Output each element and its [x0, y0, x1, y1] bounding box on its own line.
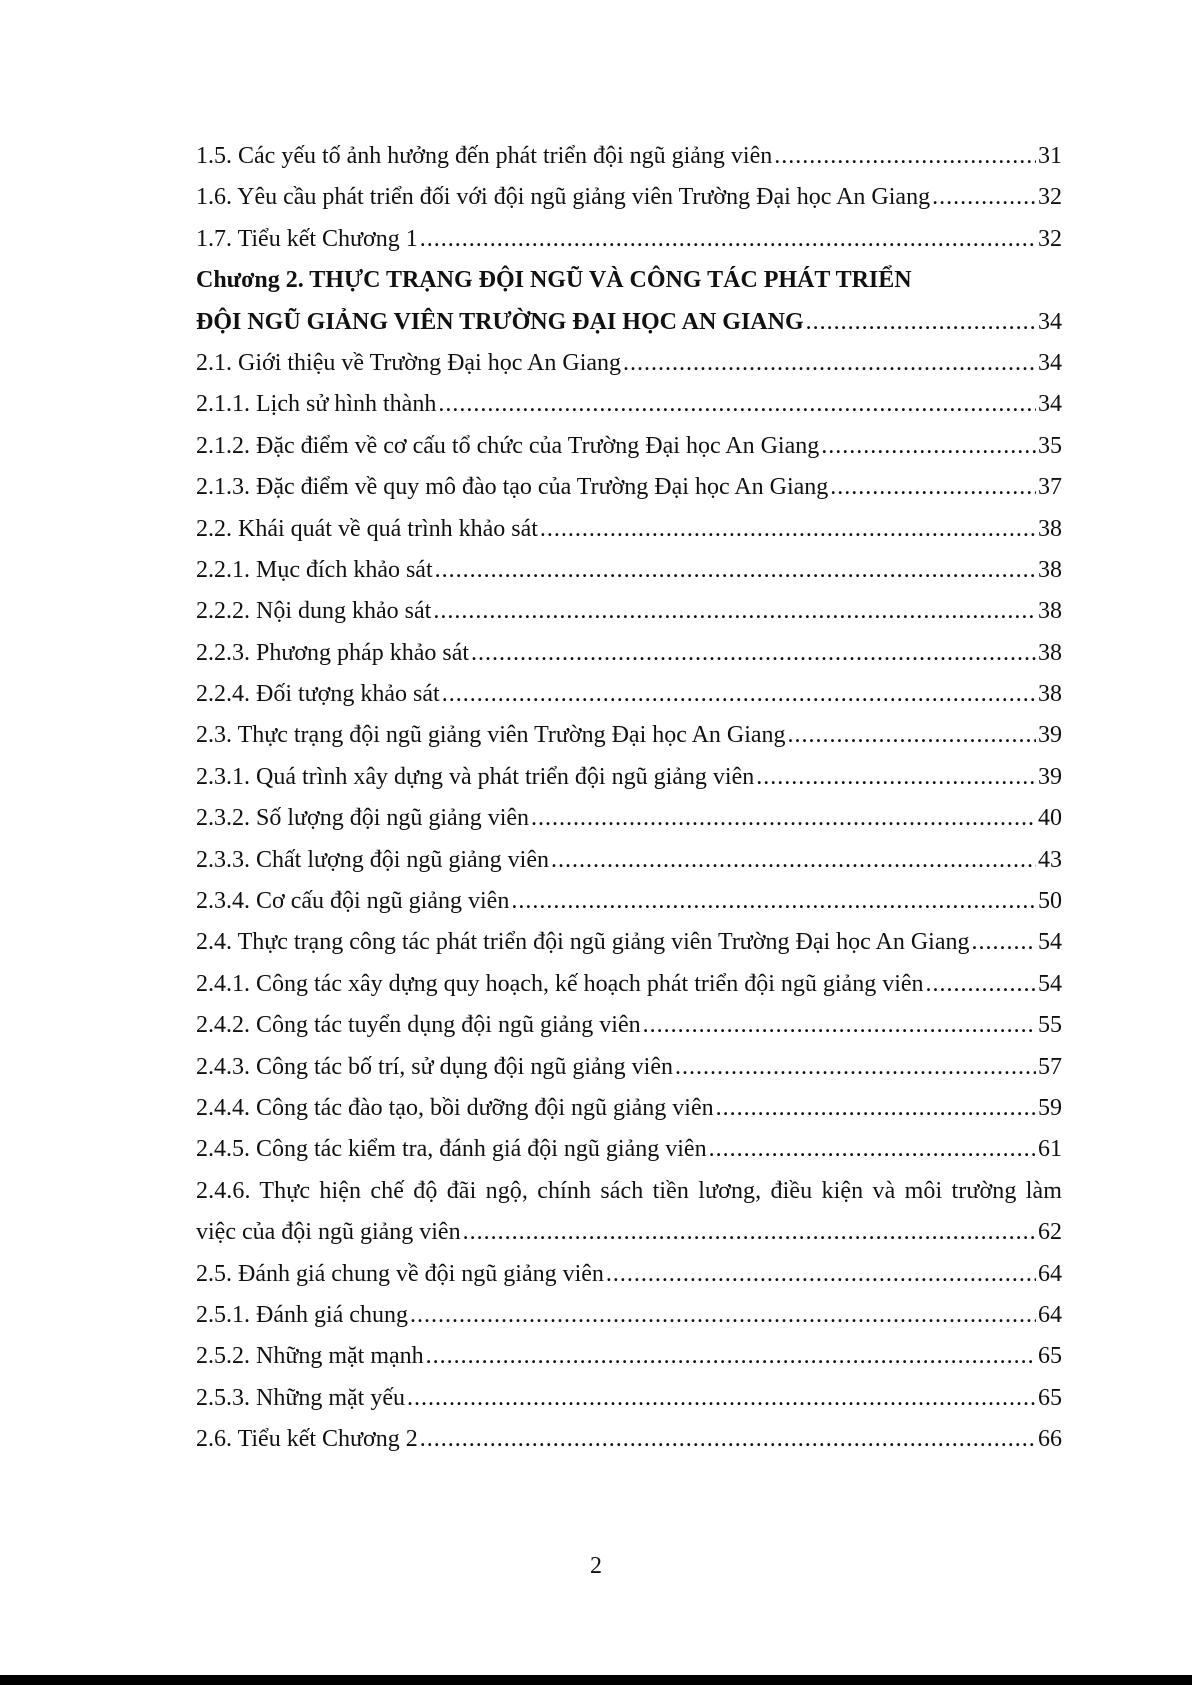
dot-leader: [426, 1336, 1036, 1377]
dot-leader: [435, 550, 1036, 591]
toc-entry-title: 1.5. Các yếu tố ảnh hưởng đến phát triển đội ngũ giảng viên: [196, 143, 773, 169]
toc-entry-title: 2.3. Thực trạng đội ngũ giảng viên Trường Đại học An Giang: [196, 722, 786, 749]
toc-entry: [196, 757, 1062, 798]
toc-entry-title: 2.1.3. Đặc điểm về quy mô đào tạo của Trường Đại học An Giang: [196, 474, 829, 501]
toc-entry-page: 32: [1038, 184, 1062, 211]
toc-entry-page: 59: [1038, 1094, 1062, 1121]
dot-leader: [806, 302, 1036, 343]
toc-entry-page: 54: [1038, 929, 1062, 956]
toc-entry-page: 64: [1038, 1260, 1062, 1287]
toc-entry-page: 64: [1038, 1301, 1062, 1328]
dot-leader: [531, 798, 1036, 839]
toc-entry: [196, 1378, 1062, 1419]
dot-leader: [716, 1088, 1036, 1129]
toc-entry-title: 2.3.4. Cơ cấu đội ngũ giảng viên: [196, 888, 510, 915]
toc-entry-title: 2.4.1. Công tác xây dựng quy hoạch, kế hoạch phát triển đội ngũ giảng viên: [196, 970, 924, 997]
toc-entry-title: 2.4.5. Công tác kiểm tra, đánh giá đội ngũ giảng viên: [196, 1136, 707, 1163]
toc-entry-page: 35: [1038, 432, 1062, 459]
toc-entry-page: 38: [1038, 639, 1062, 666]
toc-entry-title: 2.5. Đánh giá chung về đội ngũ giảng viên: [196, 1260, 604, 1287]
toc-entry-page: 34: [1038, 391, 1062, 418]
toc-entry-page: 39: [1038, 722, 1062, 749]
toc-entry: [196, 922, 1062, 963]
dot-leader: [410, 1295, 1036, 1336]
dot-leader: [551, 840, 1036, 881]
toc-entry-page: 43: [1038, 846, 1062, 873]
toc-entry-title: 1.6. Yêu cầu phát triển đối với đội ngũ giảng viên Trường Đại học An Giang: [196, 184, 931, 211]
toc-entry: [196, 1254, 1062, 1295]
toc-entry: [196, 136, 1062, 177]
toc-entry-title: 2.5.3. Những mặt yếu: [196, 1384, 405, 1411]
toc-entry-page: 50: [1038, 888, 1062, 915]
toc-entry: [196, 509, 1062, 550]
toc-entry: [196, 426, 1062, 467]
dot-leader: [407, 1378, 1036, 1419]
toc-entry-title: 2.2.3. Phương pháp khảo sát: [196, 639, 470, 666]
toc-entry-title: 2.6. Tiểu kết Chương 2: [196, 1426, 418, 1453]
toc-entry: [196, 550, 1062, 591]
toc-entry: [196, 384, 1062, 425]
toc-entry-page: 54: [1038, 970, 1062, 997]
dot-leader: [606, 1254, 1036, 1295]
dot-leader: [623, 343, 1036, 384]
dot-leader: [438, 384, 1036, 425]
toc-entry-page: 57: [1038, 1053, 1062, 1080]
page-number: 2: [590, 1553, 602, 1579]
toc-entry-title: 1.7. Tiểu kết Chương 1: [196, 225, 418, 252]
dot-leader: [463, 1212, 1036, 1253]
toc-entry-title: 2.2. Khái quát về quá trình khảo sát: [196, 515, 538, 542]
toc-entry-title: 2.2.2. Nội dung khảo sát: [196, 598, 432, 625]
toc-entry: [196, 343, 1062, 384]
dot-leader: [471, 633, 1036, 674]
toc-entry-page: 38: [1038, 515, 1062, 542]
toc-entry: [196, 1129, 1062, 1170]
toc-entry: [196, 177, 1062, 218]
toc-entry: [196, 1047, 1062, 1088]
dot-leader: [709, 1129, 1036, 1170]
toc-entry-page: 61: [1038, 1136, 1062, 1163]
dot-leader: [420, 1419, 1036, 1460]
toc-entry: [196, 1295, 1062, 1336]
toc-entry: [196, 591, 1062, 632]
toc-entry-page: 38: [1038, 598, 1062, 625]
dot-leader: [511, 881, 1036, 922]
dot-leader: [971, 922, 1036, 963]
toc-entry: [196, 964, 1062, 1005]
toc-entry-page: 31: [1038, 143, 1062, 169]
toc-entry: [196, 798, 1062, 839]
chapter-heading-line1: Chương 2. THỰC TRẠNG ĐỘI NGŨ VÀ CÔNG TÁC PHÁT TRIỂN: [196, 267, 912, 294]
toc-entry-page: 34: [1038, 349, 1062, 376]
toc-entry-page: 55: [1038, 1012, 1062, 1039]
toc-entry-title: 2.3.1. Quá trình xây dựng và phát triển đội ngũ giảng viên: [196, 763, 755, 790]
toc-entry-page: 38: [1038, 681, 1062, 708]
toc-entry-title: 2.3.3. Chất lượng đội ngũ giảng viên: [196, 846, 550, 873]
toc-entry-page: 40: [1038, 805, 1062, 832]
table-of-contents: [196, 136, 1062, 1461]
toc-entry-page: 38: [1038, 556, 1062, 583]
toc-entry: [196, 881, 1062, 922]
dot-leader: [932, 177, 1036, 218]
toc-entry: [196, 1419, 1062, 1460]
toc-entry-page: 66: [1038, 1426, 1062, 1453]
toc-entry-title: 2.4.4. Công tác đào tạo, bồi dưỡng đội ngũ giảng viên: [196, 1094, 714, 1121]
bottom-edge-bar: [0, 1675, 1192, 1685]
toc-entry: [196, 1088, 1062, 1129]
toc-entry-title: 2.3.2. Số lượng đội ngũ giảng viên: [196, 805, 530, 832]
toc-entry: [196, 1005, 1062, 1046]
dot-leader: [433, 591, 1036, 632]
toc-entry-wrapped: [196, 1212, 1062, 1253]
dot-leader: [540, 509, 1036, 550]
toc-entry-title: 2.4.2. Công tác tuyển dụng đội ngũ giảng viên: [196, 1012, 641, 1039]
dot-leader: [926, 964, 1036, 1005]
toc-entry-page: 65: [1038, 1384, 1062, 1411]
toc-entry: [196, 633, 1062, 674]
toc-entry: [196, 715, 1062, 756]
dot-leader: [821, 426, 1036, 467]
dot-leader: [788, 715, 1036, 756]
dot-leader: [675, 1047, 1036, 1088]
dot-leader: [774, 136, 1036, 177]
dot-leader: [442, 674, 1036, 715]
toc-entry-page: 32: [1038, 225, 1062, 252]
toc-entry-page: 37: [1038, 474, 1062, 501]
toc-entry-page: 39: [1038, 763, 1062, 790]
toc-entry-title: 2.5.1. Đánh giá chung: [196, 1301, 408, 1328]
dot-leader: [756, 757, 1036, 798]
toc-entry-title: 2.1. Giới thiệu về Trường Đại học An Giang: [196, 349, 622, 376]
dot-leader: [643, 1005, 1036, 1046]
toc-entry: [196, 1336, 1062, 1377]
toc-entry: [196, 840, 1062, 881]
toc-entry-wrapped-line1: 2.4.6. Thực hiện chế độ đãi ngộ, chính sách tiền lương, điều kiện và môi trường làm: [196, 1177, 1062, 1204]
toc-entry-title: 2.5.2. Những mặt mạnh: [196, 1343, 424, 1370]
toc-entry-title: 2.2.4. Đối tượng khảo sát: [196, 681, 440, 708]
toc-entry: [196, 467, 1062, 508]
toc-entry-title: 2.4. Thực trạng công tác phát triển đội ngũ giảng viên Trường Đại học An Giang: [196, 929, 970, 956]
chapter-heading: [196, 302, 1062, 343]
toc-entry: [196, 674, 1062, 715]
toc-entry-wrapped-line2: việc của đội ngũ giảng viên: [196, 1219, 461, 1246]
toc-entry-title: 2.4.3. Công tác bố trí, sử dụng đội ngũ giảng viên: [196, 1053, 673, 1080]
toc-entry-page: 65: [1038, 1343, 1062, 1370]
toc-entry-title: 2.1.1. Lịch sử hình thành: [196, 391, 437, 418]
chapter-heading-page: 34: [1038, 308, 1062, 335]
toc-entry: [196, 219, 1062, 260]
dot-leader: [830, 467, 1036, 508]
toc-entry-title: 2.1.2. Đặc điểm về cơ cấu tổ chức của Trường Đại học An Giang: [196, 432, 820, 459]
chapter-heading-line2: ĐỘI NGŨ GIẢNG VIÊN TRƯỜNG ĐẠI HỌC AN GIANG: [196, 308, 804, 335]
toc-entry-title: 2.2.1. Mục đích khảo sát: [196, 556, 433, 583]
dot-leader: [420, 219, 1036, 260]
toc-entry-page: 62: [1038, 1219, 1062, 1246]
